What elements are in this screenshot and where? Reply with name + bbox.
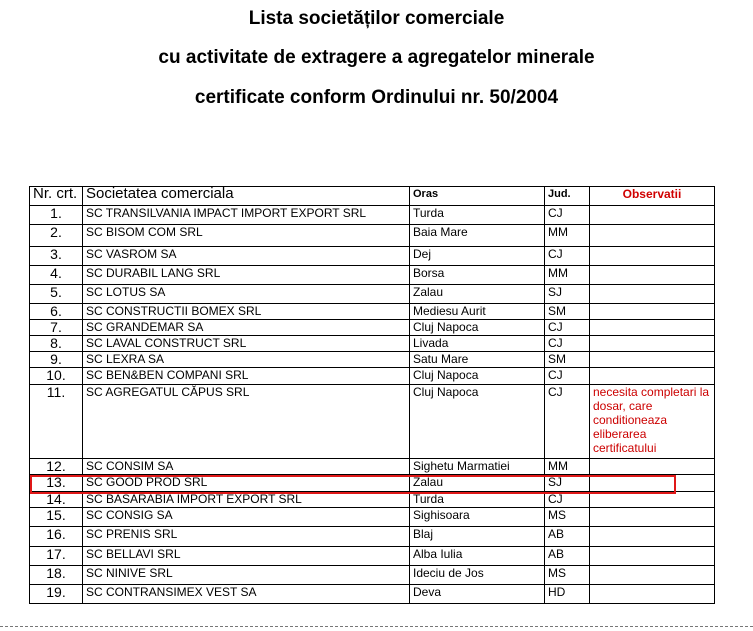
table-row (30, 247, 715, 266)
row-observatii-cell (590, 492, 715, 508)
table-row (30, 285, 715, 304)
row-company-cell: SC CONSIG SA (83, 508, 410, 527)
row-nr-cell: 10. (30, 368, 83, 385)
header-oras: Oras (410, 187, 545, 206)
header-observatii: Observatii (590, 187, 715, 206)
row-city-cell: Borsa (410, 266, 545, 285)
row-county-cell: SJ (545, 475, 590, 492)
row-nr-cell: 4. (30, 266, 83, 285)
row-observatii-cell (590, 368, 715, 385)
row-company-cell: SC DURABIL LANG SRL (83, 266, 410, 285)
table-row (30, 206, 715, 225)
table-row (30, 266, 715, 285)
row-county-cell: SJ (545, 285, 590, 304)
row-county-cell: AB (545, 547, 590, 566)
row-observatii-cell (590, 566, 715, 585)
row-city-cell: Zalau (410, 285, 545, 304)
row-county-cell: CJ (545, 206, 590, 225)
row-city-cell: Livada (410, 336, 545, 352)
row-nr-cell: 2. (30, 225, 83, 247)
row-city-cell: Sighisoara (410, 508, 545, 527)
table-row (30, 566, 715, 585)
header-societate: Societatea comerciala (83, 187, 410, 206)
row-county-cell: CJ (545, 320, 590, 336)
row-nr-cell: 15. (30, 508, 83, 527)
row-county-cell: CJ (545, 247, 590, 266)
row-county-cell: MM (545, 459, 590, 475)
row-observatii-cell (590, 585, 715, 604)
row-observatii-cell (590, 336, 715, 352)
row-nr-cell: 3. (30, 247, 83, 266)
row-county-cell: HD (545, 585, 590, 604)
row-company-cell: SC LOTUS SA (83, 285, 410, 304)
row-nr-cell: 12. (30, 459, 83, 475)
row-city-cell: Mediesu Aurit (410, 304, 545, 320)
row-observatii-cell (590, 352, 715, 368)
table-row (30, 225, 715, 247)
row-company-cell: SC LEXRA SA (83, 352, 410, 368)
row-observatii-cell (590, 225, 715, 247)
row-county-cell: CJ (545, 385, 590, 459)
row-city-cell: Blaj (410, 527, 545, 547)
row-observatii-cell: necesita completari la dosar, care conditioneaza eliberarea certificatului (590, 385, 715, 459)
row-observatii-cell (590, 266, 715, 285)
table-row (30, 352, 715, 368)
row-nr-cell: 8. (30, 336, 83, 352)
companies-table (29, 186, 715, 604)
row-city-cell: Deva (410, 585, 545, 604)
row-city-cell: Baia Mare (410, 225, 545, 247)
row-county-cell: CJ (545, 336, 590, 352)
row-city-cell: Ideciu de Jos (410, 566, 545, 585)
document-title-line-3: certificate conform Ordinului nr. 50/2004 (194, 87, 559, 108)
table-row (30, 320, 715, 336)
row-company-cell: SC GRANDEMAR SA (83, 320, 410, 336)
table-row (30, 385, 715, 459)
row-county-cell: MM (545, 225, 590, 247)
row-city-cell: Alba Iulia (410, 547, 545, 566)
row-city-cell: Cluj Napoca (410, 368, 545, 385)
row-county-cell: CJ (545, 368, 590, 385)
row-county-cell: MS (545, 566, 590, 585)
row-company-cell: SC BISOM COM SRL (83, 225, 410, 247)
header-nr-crt: Nr. crt. (30, 187, 83, 206)
row-city-cell: Cluj Napoca (410, 320, 545, 336)
row-observatii-cell (590, 459, 715, 475)
row-company-cell: SC CONSTRUCTII BOMEX SRL (83, 304, 410, 320)
table-row (30, 547, 715, 566)
table-row (30, 527, 715, 547)
row-nr-cell: 17. (30, 547, 83, 566)
row-company-cell: SC TRANSILVANIA IMPACT IMPORT EXPORT SRL (83, 206, 410, 225)
row-observatii-cell (590, 247, 715, 266)
page-bottom-divider (0, 626, 753, 627)
row-company-cell: SC PRENIS SRL (83, 527, 410, 547)
row-observatii-cell (590, 320, 715, 336)
row-company-cell: SC GOOD PROD SRL (83, 475, 410, 492)
row-city-cell: Sighetu Marmatiei (410, 459, 545, 475)
row-company-cell: SC BELLAVI SRL (83, 547, 410, 566)
header-jud: Jud. (545, 187, 590, 206)
row-observatii-cell (590, 527, 715, 547)
row-company-cell: SC CONSIM SA (83, 459, 410, 475)
row-company-cell: SC BEN&BEN COMPANI SRL (83, 368, 410, 385)
row-nr-cell: 11. (30, 385, 83, 459)
table-row (30, 475, 715, 492)
row-observatii-cell (590, 304, 715, 320)
row-county-cell: SM (545, 352, 590, 368)
row-observatii-cell (590, 206, 715, 225)
row-company-cell: SC AGREGATUL CĂPUS SRL (83, 385, 410, 459)
document-title-line-2: cu activitate de extragere a agregatelor minerale (158, 47, 595, 68)
row-company-cell: SC NINIVE SRL (83, 566, 410, 585)
row-county-cell: CJ (545, 492, 590, 508)
row-county-cell: SM (545, 304, 590, 320)
row-city-cell: Dej (410, 247, 545, 266)
table-body (30, 206, 715, 604)
row-nr-cell: 18. (30, 566, 83, 585)
row-county-cell: MS (545, 508, 590, 527)
document-title-line-1: Lista societăților comerciale (248, 8, 505, 29)
table-row (30, 368, 715, 385)
row-nr-cell: 5. (30, 285, 83, 304)
row-observatii-cell (590, 475, 715, 492)
row-city-cell: Turda (410, 492, 545, 508)
table-row (30, 336, 715, 352)
row-observatii-cell (590, 508, 715, 527)
row-observatii-cell (590, 547, 715, 566)
row-nr-cell: 9. (30, 352, 83, 368)
row-nr-cell: 19. (30, 585, 83, 604)
table-row (30, 508, 715, 527)
row-company-cell: SC VASROM SA (83, 247, 410, 266)
table-row (30, 459, 715, 475)
row-nr-cell: 13. (30, 475, 83, 492)
row-nr-cell: 16. (30, 527, 83, 547)
row-nr-cell: 1. (30, 206, 83, 225)
row-company-cell: SC CONTRANSIMEX VEST SA (83, 585, 410, 604)
table-row (30, 585, 715, 604)
row-city-cell: Turda (410, 206, 545, 225)
table-header-row (30, 187, 715, 206)
row-observatii-cell (590, 285, 715, 304)
row-company-cell: SC BASARABIA IMPORT EXPORT SRL (83, 492, 410, 508)
row-nr-cell: 7. (30, 320, 83, 336)
row-company-cell: SC LAVAL CONSTRUCT SRL (83, 336, 410, 352)
table-row (30, 304, 715, 320)
row-county-cell: AB (545, 527, 590, 547)
row-city-cell: Cluj Napoca (410, 385, 545, 459)
row-county-cell: MM (545, 266, 590, 285)
row-nr-cell: 6. (30, 304, 83, 320)
row-city-cell: Zalau (410, 475, 545, 492)
row-city-cell: Satu Mare (410, 352, 545, 368)
table-row (30, 492, 715, 508)
row-nr-cell: 14. (30, 492, 83, 508)
